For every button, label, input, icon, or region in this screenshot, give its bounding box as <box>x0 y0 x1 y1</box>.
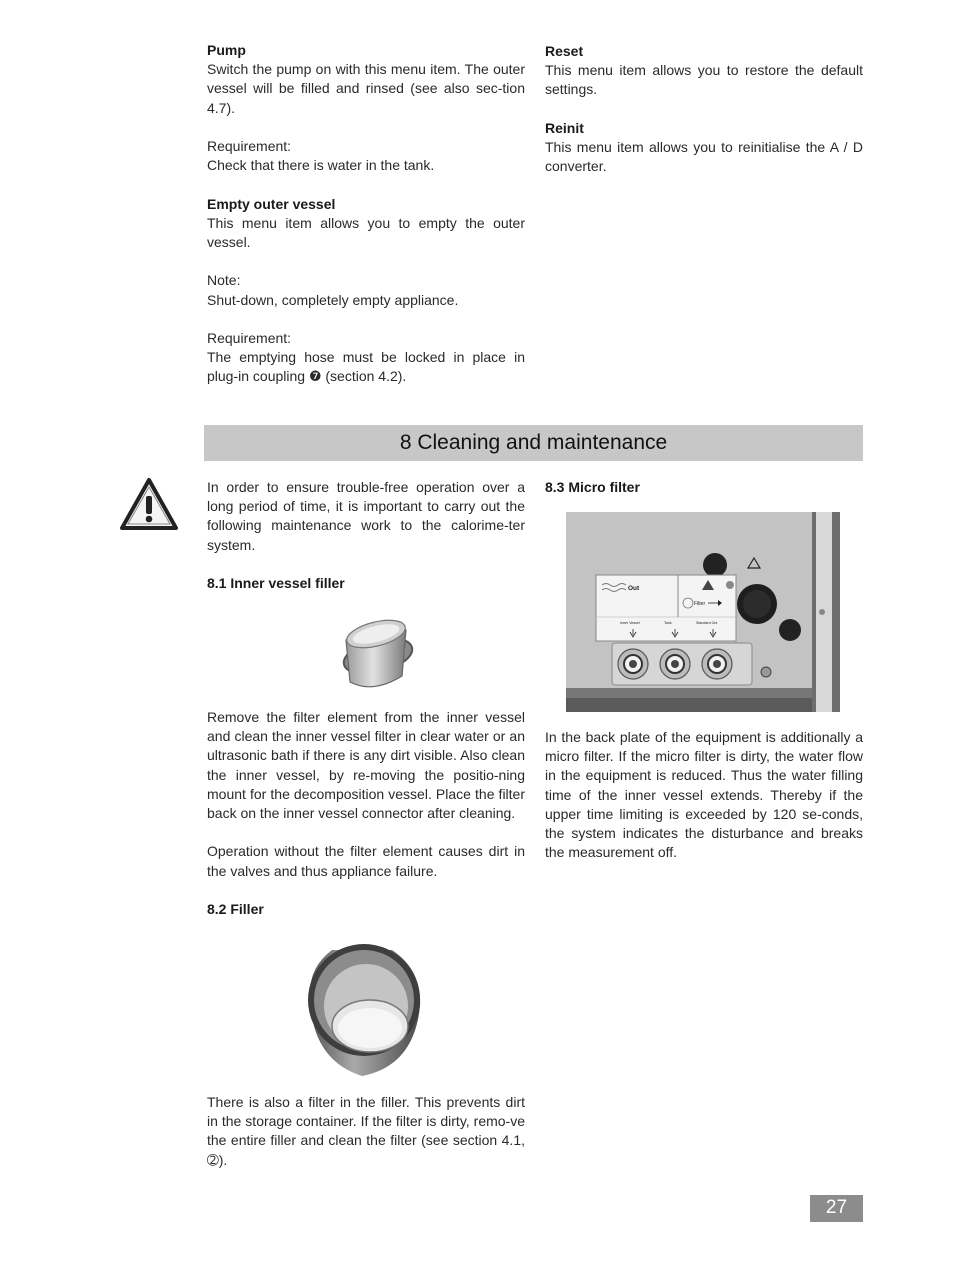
empty-outer-vessel-heading: Empty outer vessel <box>207 195 336 212</box>
inner-vessel-text-column <box>207 708 525 919</box>
micro-filter-heading-column <box>545 478 863 497</box>
reset-text: This menu item allows you to restore the default settings. <box>545 62 863 98</box>
photo-label-standard-out: Standard Out <box>696 621 718 625</box>
micro-filter-text: In the back plate of the equipment is additionally a micro filter. If the micro filter is dirty, the water flow in the equipment is reduced. Thus the water filling time of the inner vessel extends. Thereby if the upper time limiting is exceeded by 120 se-conds, the system indicates the disturbance and breaks the measurement off. <box>545 729 863 861</box>
empty-note-text: Shut-down, completely empty appliance. <box>207 291 459 308</box>
inner-vessel-filler-heading: 8.1 Inner vessel filler <box>207 575 345 591</box>
reset-heading: Reset <box>545 43 584 59</box>
empty-requirement-label: Requirement: <box>207 329 292 346</box>
pump-heading: Pump <box>207 42 246 58</box>
reinit-text: This menu item allows you to reinitialise the A / D converter. <box>545 139 863 175</box>
photo-label-inner-vessel: Inner Vessel <box>620 621 640 625</box>
section-title-band <box>204 425 863 461</box>
right-top-column <box>545 42 863 176</box>
warning-icon <box>119 477 179 531</box>
filler-text: There is also a filter in the filler. This prevents dirt in the storage container. If the filter is dirty, remo-ve the entire filler and clean the filter (see section 4.1, ➁). <box>207 1094 525 1168</box>
section-title: 8 Cleaning and maintenance <box>399 431 668 454</box>
inner-vessel-filler-image <box>318 604 438 700</box>
empty-note-label: Note: <box>207 272 241 289</box>
micro-filter-text-column <box>545 728 863 862</box>
page-number: 27 <box>810 1195 863 1222</box>
micro-filter-photo <box>566 512 840 712</box>
filler-heading: 8.2 Filler <box>207 901 264 917</box>
photo-label-filter: Filter <box>694 601 706 607</box>
empty-outer-vessel-text: This menu item allows you to empty the outer vessel. <box>207 214 525 250</box>
photo-label-out: Out <box>628 585 640 592</box>
empty-requirement-text: The emptying hose must be locked in place in plug-in coupling ❼ (section 4.2). <box>207 349 525 385</box>
inner-vessel-text-2: Operation without the filter element causes dirt in the valves and thus appliance failure. <box>207 843 525 879</box>
pump-text: Switch the pump on with this menu item. The outer vessel will be filled and rinsed (see also sec-tion 4.7). <box>207 61 525 116</box>
pump-requirement-label: Requirement: <box>207 138 292 154</box>
filler-image <box>302 940 426 1078</box>
intro-column <box>207 478 525 593</box>
pump-requirement-text: Check that there is water in the tank. <box>207 157 435 174</box>
reinit-heading: Reinit <box>545 119 584 136</box>
filler-text-column <box>207 1093 525 1170</box>
photo-label-tank: Tank <box>664 621 672 625</box>
left-top-column <box>207 41 525 387</box>
micro-filter-heading: 8.3 Micro filter <box>545 479 640 495</box>
inner-vessel-text-1: Remove the filter element from the inner vessel and clean the inner vessel filter in clear water or an ultrasonic bath if there is any dirt visible. Also clean the inner vessel, by re-moving the positio-ning mount for the decomposition vessel. Place the filter back on the inner vessel connector after cleaning. <box>207 709 525 822</box>
intro-text: In order to ensure trouble-free operation over a long period of time, it is important to carry out the following maintenance work to the calorime-ter system. <box>207 479 525 553</box>
